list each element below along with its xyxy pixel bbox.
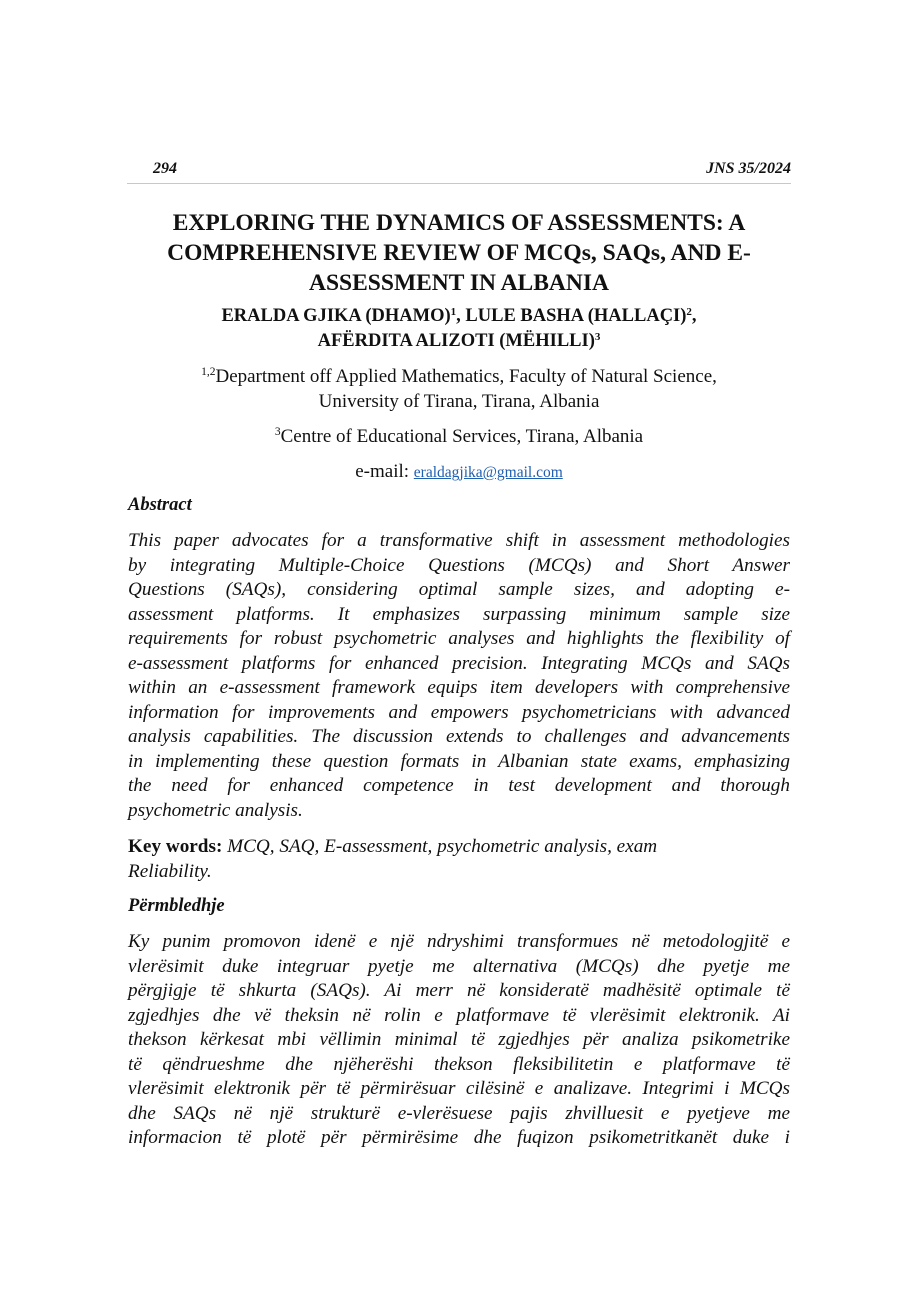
- summary-line: dhe SAQs në një strukturë e-vlerësuese pajis zhvilluesit e pyetjeve me: [128, 1102, 790, 1124]
- paper-title: [117, 208, 801, 298]
- summary-line: zgjedhjes dhe vë theksin në rolin e platformave të vlerësimit elektronik. Ai: [128, 1004, 790, 1026]
- authors-line-2: [117, 329, 801, 354]
- contact-email: [117, 459, 801, 485]
- abstract-line: within an e-assessment framework equips item developers with comprehensive: [128, 677, 790, 698]
- affiliation-mark: 1,2: [201, 366, 216, 378]
- abstract-line: assessment platforms. It emphasizes surpassing minimum sample size: [128, 603, 790, 625]
- keywords: [128, 835, 790, 884]
- title-line: ASSESSMENT IN ALBANIA: [309, 270, 609, 296]
- abstract-line: This paper advocates for a transformative shift in assessment methodologies: [128, 530, 790, 551]
- affiliation-text: University of Tirana, Tirana, Albania: [318, 391, 600, 412]
- title-line: EXPLORING THE DYNAMICS OF ASSESSMENTS: A: [172, 210, 746, 236]
- author-affiliation-mark: 3: [594, 331, 601, 343]
- summary-line: thekson kërkesat mbi vëllimin minimal të zgjedhjes për analiza psikometrike: [128, 1029, 790, 1050]
- title-line: COMPREHENSIVE REVIEW OF MCQs, SAQs, AND E-: [167, 240, 751, 266]
- abstract-line: psychometric analysis.: [128, 799, 303, 821]
- keywords-colon: :: [215, 836, 223, 857]
- abstract-line: analysis capabilities. The discussion extends to challenges and advancements: [128, 726, 790, 747]
- summary-heading: Përmbledhje: [128, 896, 225, 916]
- author-name: ERALDA GJIKA (DHAMO): [221, 306, 451, 326]
- author-name: AFËRDITA ALIZOTI (MËHILLI): [317, 331, 595, 351]
- abstract-line: e-assessment platforms for enhanced precision. Integrating MCQs and SAQs: [128, 652, 790, 674]
- summary-line: informacion të plotë për përmirësime dhe fuqizon psikometritkanët duke i: [128, 1127, 790, 1148]
- summary-line: vlerësimit duke integruar pyetje me alternativa (MCQs) dhe pyetje me: [128, 955, 790, 977]
- affiliation-2: [117, 424, 801, 449]
- summary-body: [128, 930, 790, 1151]
- email-label: e-mail:: [355, 461, 410, 482]
- abstract-line: requirements for robust psychometric analyses and highlights the flexibility of: [128, 628, 790, 649]
- abstract-heading: Abstract: [128, 495, 192, 515]
- running-header: [127, 160, 791, 178]
- summary-line: vlerësimit elektronik për të përmirësuar cilësinë e analizave. Integrimi i MCQs: [128, 1078, 790, 1099]
- email-link[interactable]: eraldagjika@gmail.com: [413, 464, 563, 481]
- abstract-line: in implementing these question formats in Albanian state exams, emphasizing: [128, 750, 790, 772]
- header-divider: [127, 183, 791, 184]
- author-affiliation-mark: 2: [686, 306, 692, 318]
- summary-line: të qëndrueshme dhe njëherëshi thekson fleksibilitetin e platformave të: [128, 1053, 790, 1075]
- journal-issue: JNS 35/2024: [706, 160, 791, 177]
- keywords-text: Reliability.: [128, 860, 212, 882]
- summary-line: përgjigje të shkurta (SAQs). Ai merr në konsideratë madhësitë optimale të: [128, 980, 790, 1001]
- author-name: LULE BASHA (HALLAÇI): [465, 306, 687, 326]
- abstract-line: the need for enhanced competence in test development and thorough: [128, 775, 790, 796]
- affiliation-text: Department off Applied Mathematics, Faculty of Natural Science,: [215, 366, 717, 387]
- abstract-line: by integrating Multiple-Choice Questions (MCQs) and Short Answer: [128, 554, 790, 576]
- author-list: [117, 304, 801, 354]
- keywords-label: Key words: [128, 836, 216, 857]
- authors-line-1: ERALDA GJIKA (DHAMO)$^1$, LULE BASHA (HALLAÇI)$^2$,: [221, 306, 697, 326]
- summary-line: Ky punim promovon idenë e një ndryshimi transformues në metodologjitë e: [128, 931, 790, 952]
- affiliation-text: Centre of Educational Services, Tirana, Albania: [280, 426, 644, 447]
- affiliation-mark: 3: [274, 426, 281, 438]
- affiliation-1: [117, 364, 801, 414]
- abstract-body: [128, 529, 790, 823]
- page-number: 294: [153, 160, 177, 177]
- keywords-text: MCQ, SAQ, E-assessment, psychometric analysis, exam: [227, 836, 658, 857]
- abstract-line: Questions (SAQs), considering optimal sample sizes, and adopting e-: [128, 579, 790, 600]
- abstract-line: information for improvements and empowers psychometricians with advanced: [128, 701, 790, 723]
- author-affiliation-mark: 1: [450, 306, 457, 318]
